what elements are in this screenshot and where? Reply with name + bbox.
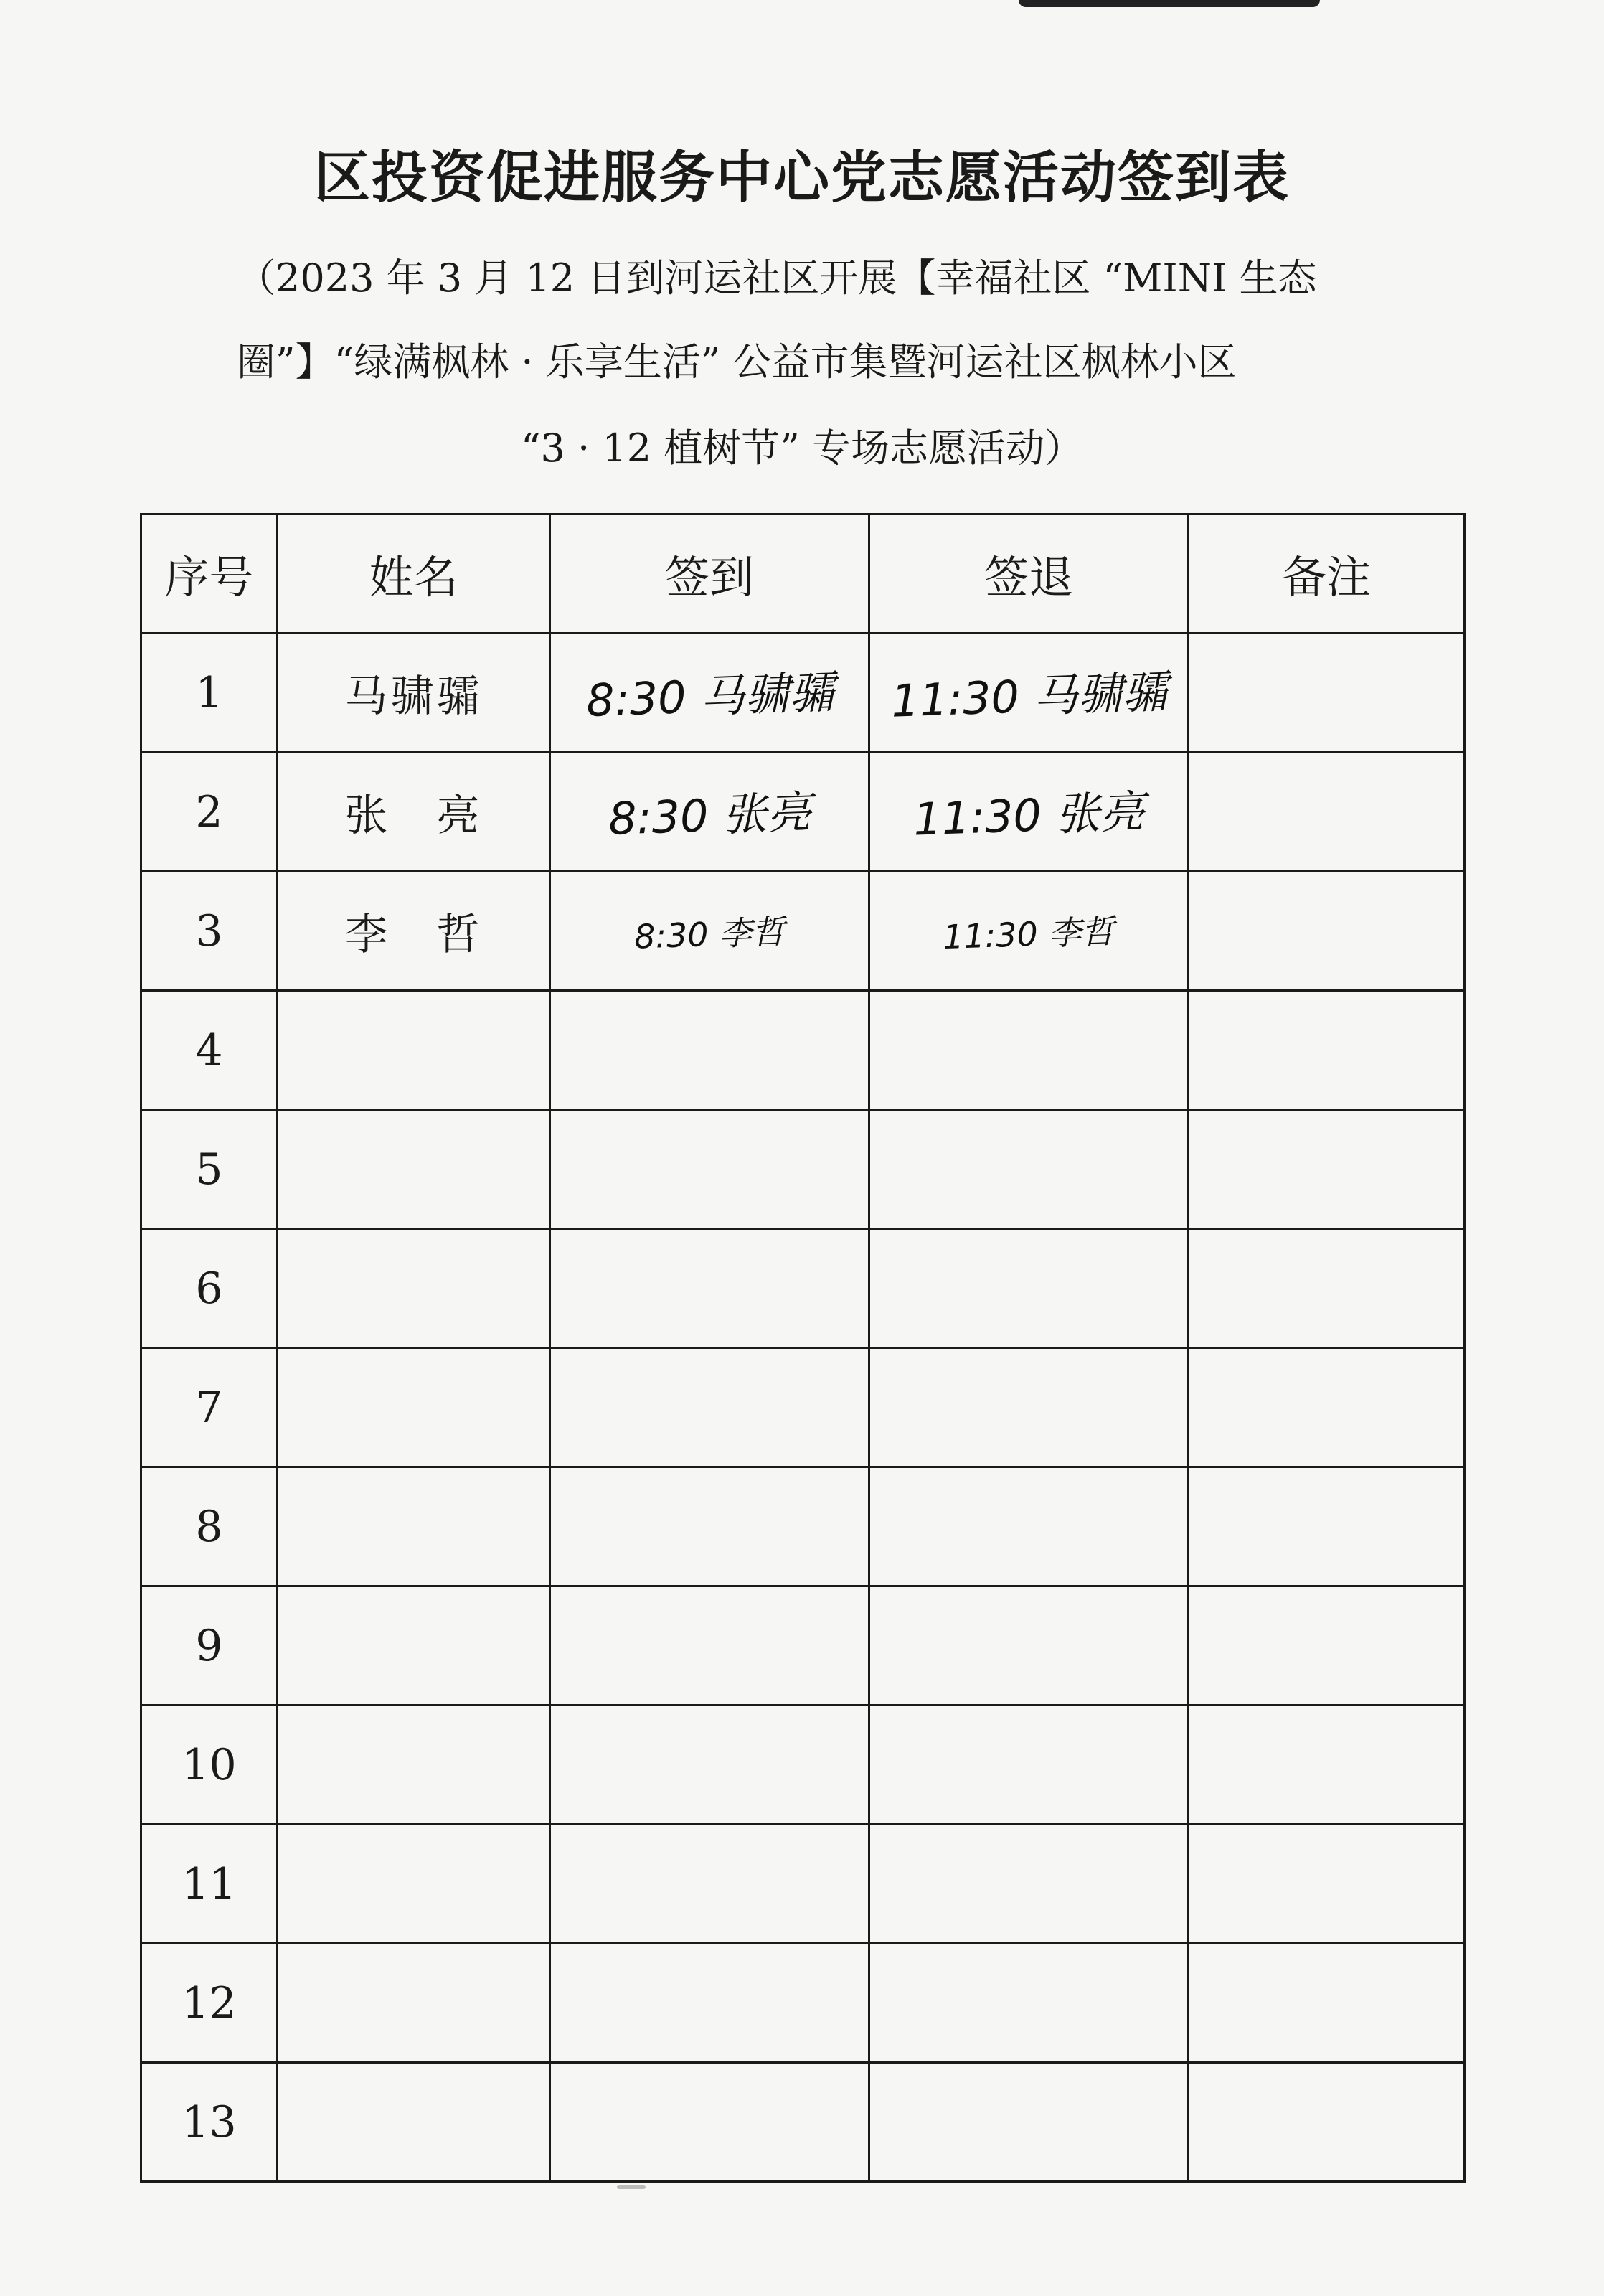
table-row <box>141 1705 1465 1825</box>
row-check-out-cell <box>869 1944 1189 2063</box>
row-number-cell: 4 <box>141 991 278 1110</box>
header-check-out: 签退 <box>869 514 1189 634</box>
row-note-cell <box>1189 1825 1465 1944</box>
row-check-in-cell <box>550 2063 869 2182</box>
row-name-cell <box>278 1825 550 1944</box>
table-row <box>141 1110 1465 1229</box>
table-row <box>141 1825 1465 1944</box>
handwritten-signature: 8:30 李哲 <box>633 911 786 956</box>
row-check-in-cell <box>550 634 869 753</box>
row-number-cell: 1 <box>141 634 278 753</box>
row-check-out-cell <box>869 2063 1189 2182</box>
row-name-cell: 马骕骦 <box>278 634 550 753</box>
handwritten-signature: 11:30 马骕骦 <box>890 665 1168 728</box>
row-number-cell: 2 <box>141 753 278 872</box>
row-check-in-cell <box>550 1348 869 1467</box>
row-name-cell <box>278 1110 550 1229</box>
row-name-cell <box>278 1705 550 1825</box>
row-name-cell: 张 亮 <box>278 753 550 872</box>
table-row <box>141 1586 1465 1705</box>
table-row <box>141 872 1465 991</box>
scan-edge-mark <box>1019 0 1320 7</box>
scan-speck <box>617 2185 646 2189</box>
header-check-in: 签到 <box>550 514 869 634</box>
row-note-cell <box>1189 872 1465 991</box>
row-check-out-cell <box>869 1348 1189 1467</box>
row-name-cell: 李 哲 <box>278 872 550 991</box>
table-row <box>141 1944 1465 2063</box>
row-name-cell <box>278 1348 550 1467</box>
row-note-cell <box>1189 2063 1465 2182</box>
row-note-cell <box>1189 1944 1465 2063</box>
row-name-cell <box>278 2063 550 2182</box>
row-check-in-cell <box>550 753 869 872</box>
subtitle-line-2: 圈”】“绿满枫林 · 乐享生活” 公益市集暨河运社区枫林小区 <box>237 339 1237 385</box>
row-number-cell: 7 <box>141 1348 278 1467</box>
row-check-in-cell <box>550 1110 869 1229</box>
row-check-in-cell <box>550 1586 869 1705</box>
row-number-cell: 6 <box>141 1229 278 1348</box>
row-name-cell <box>278 991 550 1110</box>
row-check-in-cell <box>550 1229 869 1348</box>
row-note-cell <box>1189 634 1465 753</box>
row-check-in-cell <box>550 1467 869 1586</box>
row-note-cell <box>1189 1110 1465 1229</box>
row-check-out-cell <box>869 1229 1189 1348</box>
handwritten-signature: 8:30 张亮 <box>607 786 812 845</box>
header-note: 备注 <box>1189 514 1465 634</box>
subtitle-line-3: “3 · 12 植树节” 专场志愿活动） <box>520 425 1084 471</box>
row-check-in-cell <box>550 1944 869 2063</box>
row-note-cell <box>1189 1705 1465 1825</box>
row-name-cell <box>278 1467 550 1586</box>
row-number-cell: 12 <box>141 1944 278 2063</box>
row-check-out-cell <box>869 753 1189 872</box>
row-check-out-cell <box>869 1110 1189 1229</box>
row-note-cell <box>1189 753 1465 872</box>
table-row <box>141 753 1465 872</box>
table-header-row <box>141 514 1465 634</box>
row-check-in-cell <box>550 1825 869 1944</box>
subtitle-line-1: （2023 年 3 月 12 日到河运社区开展【幸福社区 “MINI 生态 <box>237 255 1317 301</box>
row-number-cell: 11 <box>141 1825 278 1944</box>
sign-in-table <box>140 513 1466 2183</box>
row-note-cell <box>1189 1229 1465 1348</box>
row-number-cell: 10 <box>141 1705 278 1825</box>
row-note-cell <box>1189 1586 1465 1705</box>
row-check-out-cell <box>869 872 1189 991</box>
table-row <box>141 1229 1465 1348</box>
row-note-cell <box>1189 1348 1465 1467</box>
table-row <box>141 1467 1465 1586</box>
handwritten-signature: 11:30 张亮 <box>912 785 1146 846</box>
row-check-out-cell <box>869 1825 1189 1944</box>
table-row <box>141 634 1465 753</box>
table-row <box>141 1348 1465 1467</box>
row-number-cell: 3 <box>141 872 278 991</box>
row-check-out-cell <box>869 991 1189 1110</box>
row-check-in-cell <box>550 1705 869 1825</box>
table-row <box>141 2063 1465 2182</box>
row-note-cell <box>1189 1467 1465 1586</box>
header-number: 序号 <box>141 514 278 634</box>
handwritten-signature: 8:30 马骕骦 <box>585 666 834 727</box>
row-check-out-cell <box>869 1586 1189 1705</box>
row-check-out-cell <box>869 1467 1189 1586</box>
row-number-cell: 5 <box>141 1110 278 1229</box>
row-check-in-cell <box>550 991 869 1110</box>
row-name-cell <box>278 1944 550 2063</box>
row-check-in-cell <box>550 872 869 991</box>
table-row <box>141 991 1465 1110</box>
row-check-out-cell <box>869 1705 1189 1825</box>
row-number-cell: 9 <box>141 1586 278 1705</box>
row-number-cell: 13 <box>141 2063 278 2182</box>
header-name: 姓名 <box>278 514 550 634</box>
row-name-cell <box>278 1586 550 1705</box>
handwritten-signature: 11:30 李哲 <box>942 911 1115 956</box>
document-title: 区投资促进服务中心党志愿活动签到表 <box>313 145 1290 210</box>
row-check-out-cell <box>869 634 1189 753</box>
row-number-cell: 8 <box>141 1467 278 1586</box>
row-note-cell <box>1189 991 1465 1110</box>
row-name-cell <box>278 1229 550 1348</box>
